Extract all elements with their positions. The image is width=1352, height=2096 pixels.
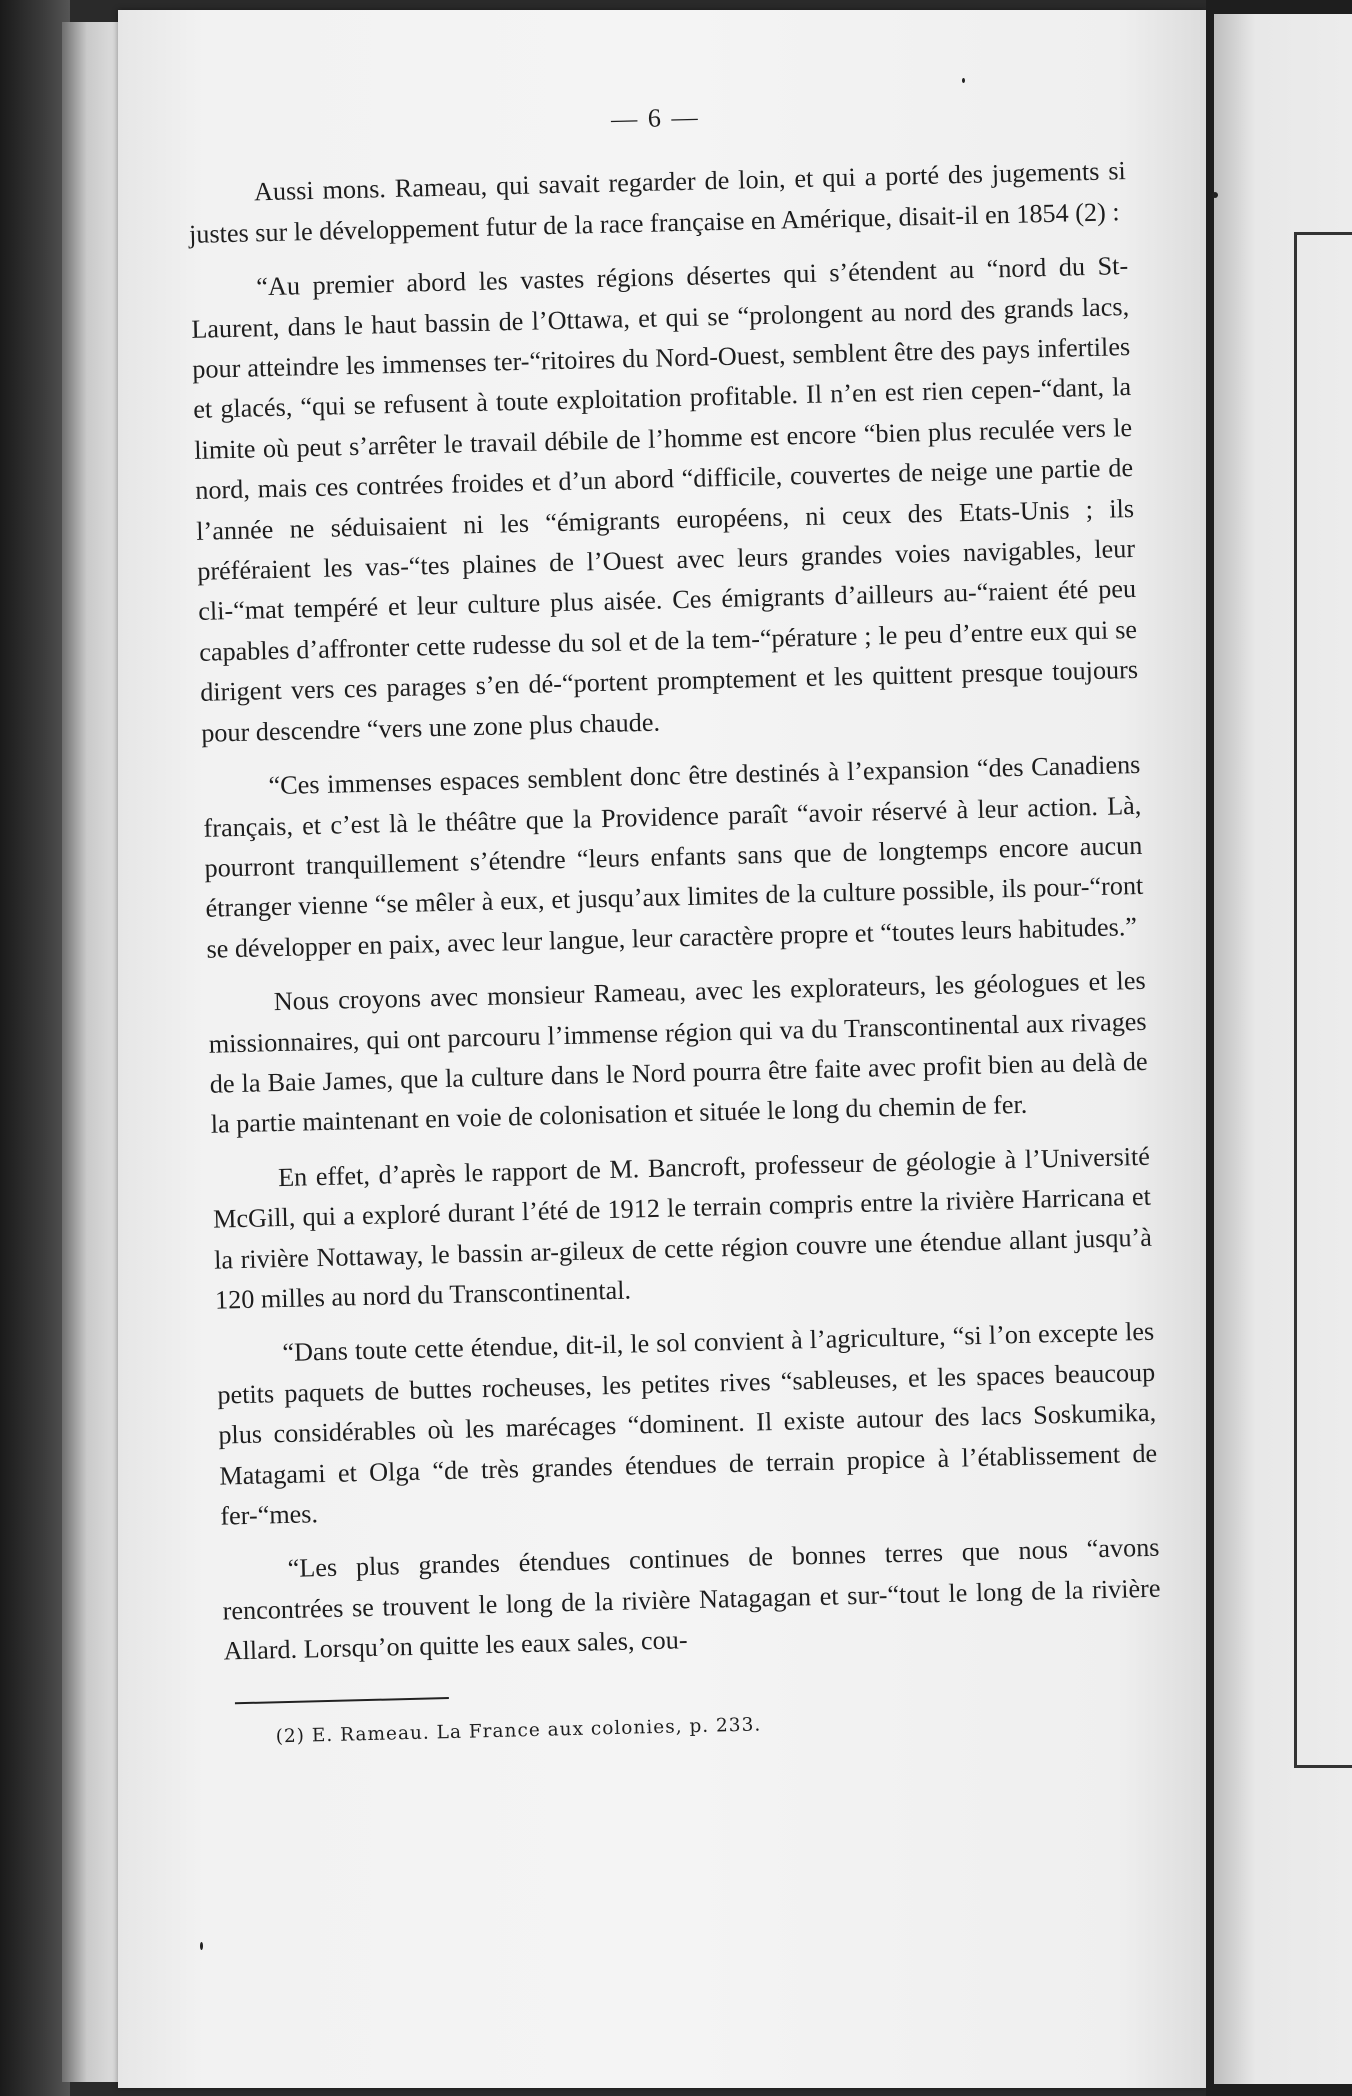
page-number: — 6 — [610,102,700,134]
page-text-block [186,87,1164,1758]
page-stack-edge [62,22,124,2082]
paragraph-explorers: Nous croyons avec monsieur Rameau, avec les explorateurs, les géologues et les missionnaires, qui ont parcouru l’immense région qui va du Transcontinental aux rivages de la Baie James, que la culture dans le Nord pourra être faite avec profit bien au delà de la partie maintenant en voie de colonisation et située le long du chemin de fer. [208,965,1148,1140]
paragraph-intro: Aussi mons. Rameau, qui savait regarder de loin, et qui a porté des jugements si justes sur le développement futur de la race française en Amérique, disait-il en 1854 (2) : [188,156,1127,249]
footnote: (2) E. Rameau. La France aux colonies, p. 233. [275,1714,762,1747]
ink-speck [962,78,965,83]
facing-page-edge [1214,14,1352,2084]
quote-bancroft-1: “Dans toute cette étendue, dit-il, le sol convient à l’agriculture, “si l’on excepte les petits paquets de buttes rocheuses, les petites rives “sableuses, et les spaces beaucoup plus considérables où les marécages “dominent. Il existe autour des lacs Soskumika, Matagami et Olga “de très grandes étendues de terrain propice à l’établissement de fer-“mes. [217,1317,1158,1531]
facing-page-border [1294,232,1352,1768]
paragraph-bancroft: En effet, d’après le rapport de M. Bancroft, professeur de géologie à l’Université McGill, qui a exploré durant l’été de 1912 le terrain compris entre la rivière Harricana et la rivière Nottaway, le bassin ar-gileux de cette région couvre une étendue allant jusqu’à 120 milles au nord du Transcontinental. [212,1141,1153,1315]
footnote-rule [235,1697,449,1704]
quote-rameau-1: “Au premier abord les vastes régions désertes qui s’étendent au “nord du St-Laurent, dans le haut bassin de l’Ottawa, et qui se “prolongent au nord des grands lacs, pour atteindre les immenses ter-“ritoires du Nord-Ouest, semblent être des pays infertiles et glacés, “qui se refusent à toute exploitation profitable. Il n’en est rien cepen-“dant, la limite où peut s’arrêter le travail débile de l’homme est encore “bien plus reculée vers le nord, mais ces contrées froides et d’un abord “difficile, couvertes de neige une partie de l’année ne séduisaient ni les “émigrants européens, ni ceux des Etats-Unis ; ils préféraient les vas-“tes plaines de l’Ouest avec leurs grandes voies navigables, leur cli-“mat tempéré et leur culture plus aisée. Ces émigrants d’ailleurs au-“raient été peu capables d’affronter cette rudesse du sol et de la tem-“pérature ; le peu d’entre eux qui se dirigent vers ces parages s’en dé-“portent promptement et les quittent presque toujours pour descendre “vers une zone plus chaude. [190,251,1139,748]
ink-speck [200,1942,203,1950]
book-left-edge [0,0,70,2096]
ink-speck [1212,192,1218,198]
quote-bancroft-2: “Les plus grandes étendues continues de bonnes terres que nous “avons rencontrées se trouvent le long de la rivière Natagagan et sur-“tout le long de la rivière Allard. Lorsqu’on quitte les eaux sales, cou- [222,1533,1161,1666]
quote-rameau-2: “Ces immenses espaces semblent donc être destinés à l’expansion “des Canadiens français, et c’est là le théâtre que la Providence paraît “avoir réservé à leur action. Là, pourront tranquillement s’étendre “leurs enfants sans que de longtemps encore aucun étranger vienne “se mêler à eux, et jusqu’aux limites de la culture possible, ils pour-“ront se développer en paix, avec leur langue, leur caractère propre et “toutes leurs habitudes.” [203,749,1144,964]
